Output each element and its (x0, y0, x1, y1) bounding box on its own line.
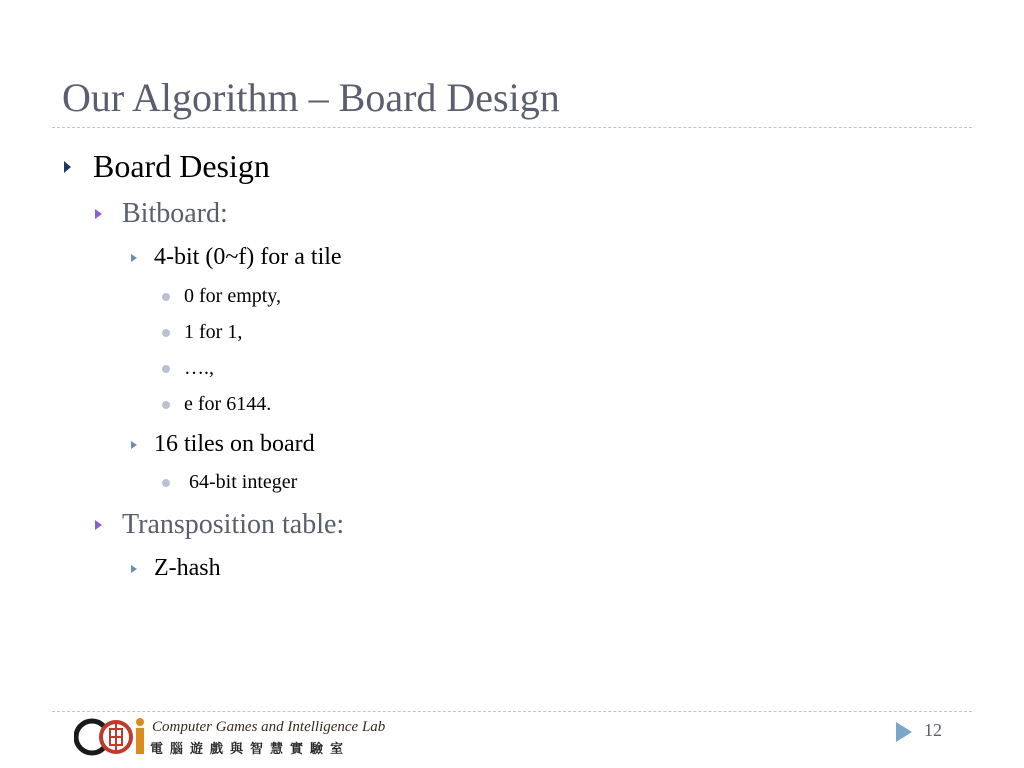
footer-divider (52, 711, 972, 712)
bullet-sixteen-tiles (131, 431, 315, 458)
lab-name: Computer Games and Intelligence Lab (152, 719, 386, 735)
bullet-e-6144 (162, 393, 271, 416)
bullet-one-one (162, 321, 242, 344)
bullet-text: Transposition table: (122, 509, 345, 540)
bullet-four-bit (131, 244, 342, 271)
bullet-board-design (64, 148, 270, 185)
bullet-sixty-four-bit (162, 471, 297, 494)
bullet-bitboard (95, 198, 228, 230)
dot-icon (162, 401, 170, 409)
bullet-transposition (95, 509, 344, 541)
next-slide-arrow-icon[interactable] (896, 722, 912, 742)
bullet-text: …., (184, 357, 214, 379)
bullet-zero-empty (162, 285, 281, 308)
triangle-right-icon (95, 520, 102, 530)
dot-icon (162, 293, 170, 301)
bullet-text: e for 6144. (184, 393, 272, 415)
bullet-text: 0 for empty, (184, 285, 282, 307)
bullet-text: 64-bit integer (184, 471, 298, 493)
triangle-right-icon (64, 161, 71, 173)
bullet-text: Board Design (93, 148, 270, 184)
slide-title: Our Algorithm – Board Design (62, 75, 560, 120)
triangle-right-icon (95, 209, 102, 219)
triangle-right-icon (131, 441, 137, 449)
bullet-ellipsis (162, 357, 214, 380)
triangle-right-icon (131, 254, 137, 262)
bullet-text: 16 tiles on board (154, 431, 315, 457)
lab-name-chinese: 電腦遊戲與智慧實驗室 (150, 741, 351, 756)
dot-icon (162, 365, 170, 373)
bullet-text: Bitboard: (122, 198, 228, 229)
title-divider (52, 127, 972, 128)
triangle-right-icon (131, 565, 137, 573)
bullet-zhash (131, 555, 221, 582)
bullet-text: 4-bit (0~f) for a tile (154, 244, 342, 270)
page-number: 12 (924, 720, 942, 740)
dot-icon (162, 329, 170, 337)
bullet-text: Z-hash (154, 555, 221, 581)
bullet-text: 1 for 1, (184, 321, 243, 343)
dot-icon (162, 479, 170, 487)
